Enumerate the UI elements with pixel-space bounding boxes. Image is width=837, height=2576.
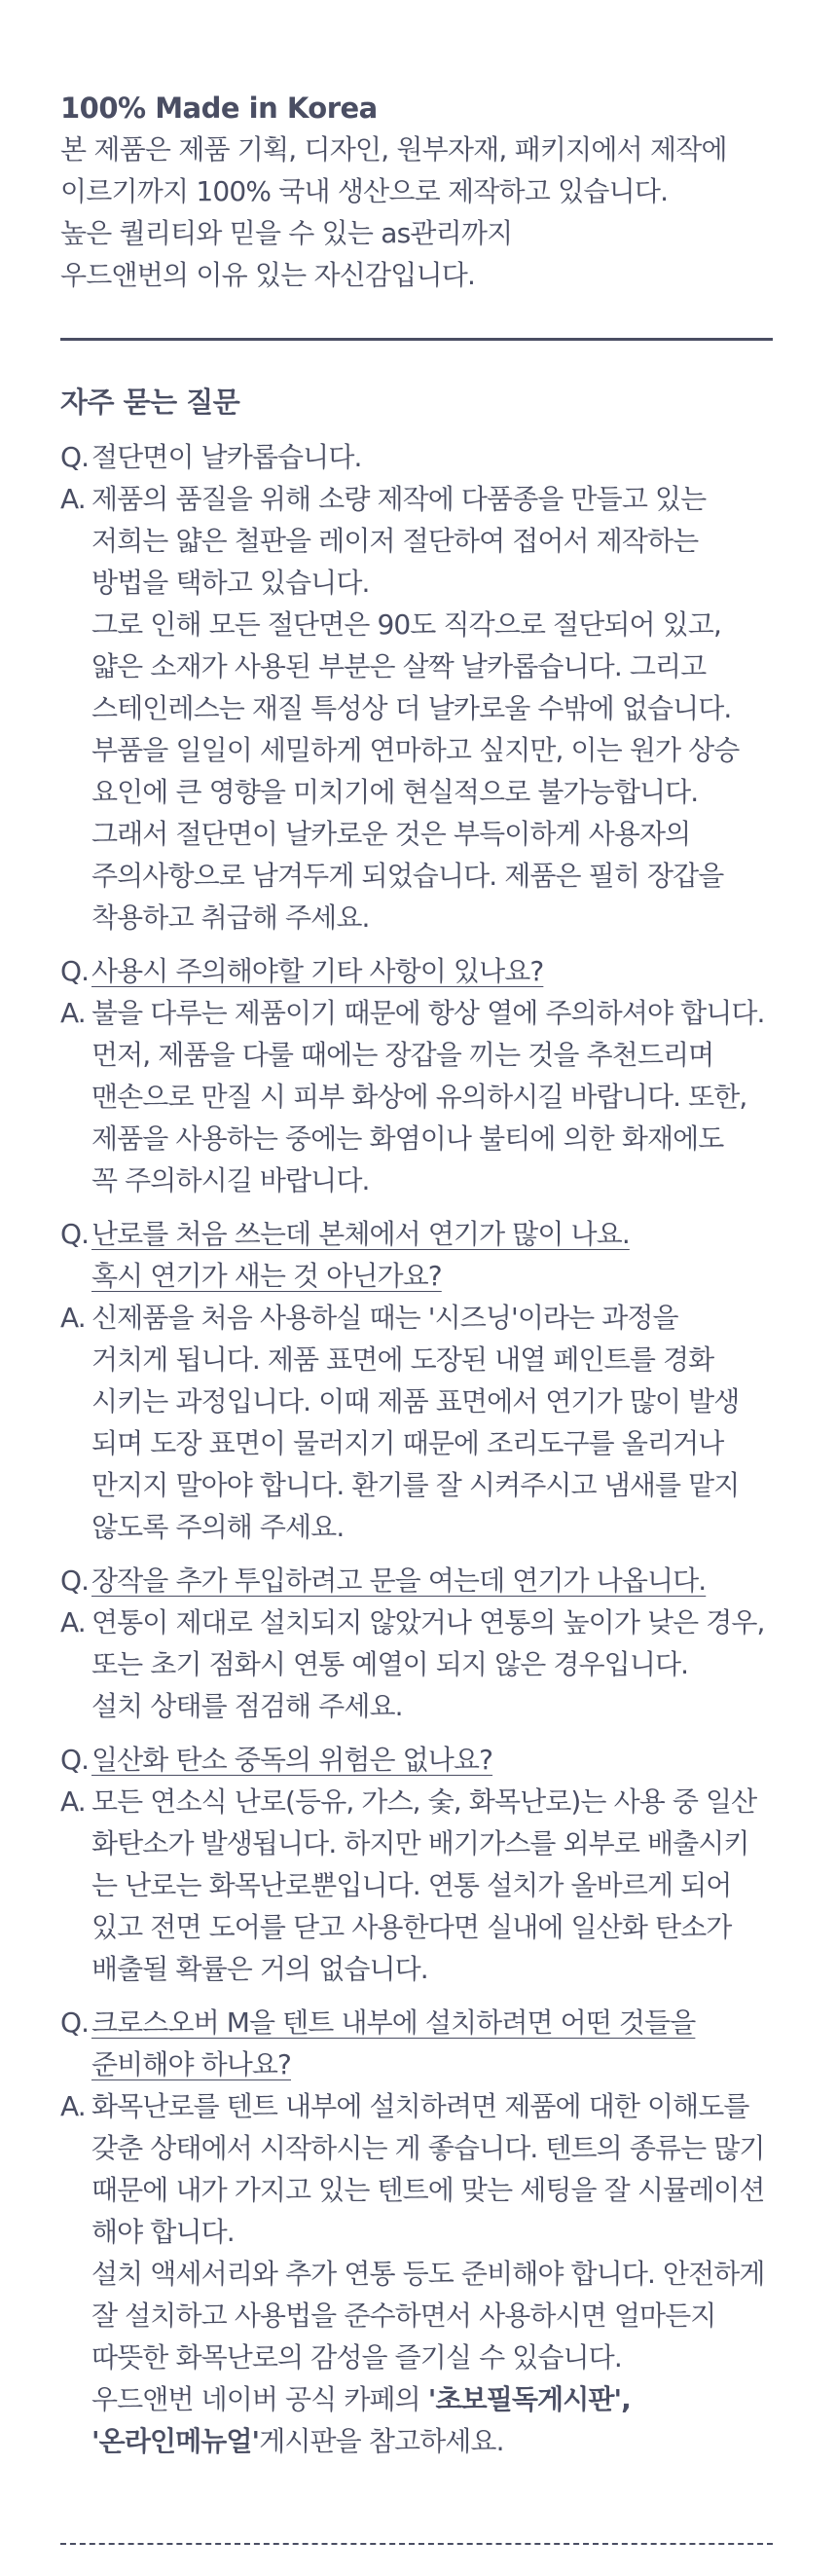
question-text: 절단면이 날카롭습니다. xyxy=(91,441,362,473)
faq-title: 자주 묻는 질문 xyxy=(60,386,240,419)
faq-answer xyxy=(60,1601,810,1727)
answer-line: 설치 액세서리와 추가 연통 등도 준비해야 합니다. 안전하게 xyxy=(91,2258,765,2290)
faq-answer xyxy=(60,1297,810,1548)
answer-line: 설치 상태를 점검해 주세요. xyxy=(91,1690,403,1722)
answer-line: 꼭 주의하시길 바랍니다. xyxy=(91,1164,370,1196)
answer-line: 화탄소가 발생됩니다. 하지만 배기가스를 외부로 배출시키 xyxy=(91,1827,749,1859)
question-prefix: Q. xyxy=(60,1218,90,1250)
question-text: 사용시 주의해야할 기타 사항이 있나요? xyxy=(91,955,544,987)
faq-question xyxy=(60,1213,810,1297)
question-text: 난로를 처음 쓰는데 본체에서 연기가 많이 나요. xyxy=(91,1218,630,1250)
answer-prefix: A. xyxy=(60,2090,86,2122)
intro-text-line: 높은 퀄리티와 믿을 수 있는 as관리까지 xyxy=(60,217,513,249)
faq-item xyxy=(60,1560,810,1727)
faq-question xyxy=(60,436,810,478)
answer-prefix: A. xyxy=(60,1785,86,1818)
answer-line: 않도록 주의해 주세요. xyxy=(91,1511,345,1543)
faq-item xyxy=(60,2002,810,2462)
answer-line: 해야 합니다. xyxy=(91,2216,235,2248)
answer-line: 화목난로를 텐트 내부에 설치하려면 제품에 대한 이해도를 xyxy=(91,2090,749,2122)
question-prefix: Q. xyxy=(60,1564,90,1597)
answer-text: 우드앤번 네이버 공식 카페의 xyxy=(91,2383,428,2415)
answer-line: 때문에 내가 가지고 있는 텐트에 맞는 세팅을 잘 시뮬레이션 xyxy=(91,2174,765,2206)
faq-answer xyxy=(60,1781,810,1990)
answer-line: 있고 전면 도어를 닫고 사용한다면 실내에 일산화 탄소가 xyxy=(91,1911,732,1943)
answer-line: 스테인레스는 재질 특성상 더 날카로울 수밖에 없습니다. xyxy=(91,692,732,724)
answer-prefix: A. xyxy=(60,1606,86,1638)
answer-line xyxy=(91,2420,810,2462)
answer-line: 는 난로는 화목난로뿐입니다. 연통 설치가 올바르게 되어 xyxy=(91,1869,732,1901)
question-text: 준비해야 하나요? xyxy=(91,2048,291,2080)
answer-line: 배출될 확률은 거의 없습니다. xyxy=(91,1953,428,1985)
question-prefix: Q. xyxy=(60,441,90,473)
intro-text-line: 우드앤번의 이유 있는 자신감입니다. xyxy=(60,259,476,291)
question-prefix: Q. xyxy=(60,2006,90,2039)
faq-answer xyxy=(60,992,810,1201)
question-text: 장작을 추가 투입하려고 문을 여는데 연기가 나옵니다. xyxy=(91,1564,707,1597)
faq-item xyxy=(60,1213,810,1548)
answer-line: 잘 설치하고 사용법을 준수하면서 사용하시면 얼마든지 xyxy=(91,2300,716,2332)
answer-line: 되며 도장 표면이 물러지기 때문에 조리도구를 올리거나 xyxy=(91,1427,724,1459)
answer-line: 제품의 품질을 위해 소량 제작에 다품종을 만들고 있는 xyxy=(91,483,707,515)
answer-line: 거치게 됩니다. 제품 표면에 도장된 내열 페인트를 경화 xyxy=(91,1343,714,1376)
answer-line: 갖춘 상태에서 시작하시는 게 좋습니다. 텐트의 종류는 많기 xyxy=(91,2132,765,2164)
answer-prefix: A. xyxy=(60,1302,86,1334)
answer-line: 시키는 과정입니다. 이때 제품 표면에서 연기가 많이 발생 xyxy=(91,1385,740,1417)
faq-item xyxy=(60,1739,810,1990)
section-heading: 100% Made in Korea xyxy=(60,92,378,125)
answer-text: 게시판을 참고하세요. xyxy=(259,2425,504,2457)
question-prefix: Q. xyxy=(60,955,90,987)
faq-question xyxy=(60,2002,810,2085)
question-text: 크로스오버 M을 텐트 내부에 설치하려면 어떤 것들을 xyxy=(91,2006,696,2039)
question-text: 혹시 연기가 새는 것 아닌가요? xyxy=(91,1260,442,1292)
answer-line: 주의사항으로 남겨두게 되었습니다. 제품은 필히 장갑을 xyxy=(91,860,724,892)
answer-line: 제품을 사용하는 중에는 화염이나 불티에 의한 화재에도 xyxy=(91,1122,724,1155)
answer-line xyxy=(91,2378,810,2420)
faq-question xyxy=(60,1739,810,1781)
intro-text-line: 본 제품은 제품 기획, 디자인, 원부자재, 패키지에서 제작에 xyxy=(60,133,727,166)
answer-line: 요인에 큰 영향을 미치기에 현실적으로 불가능합니다. xyxy=(91,776,699,808)
answer-line: 신제품을 처음 사용하실 때는 '시즈닝'이라는 과정을 xyxy=(91,1302,678,1334)
faq-item xyxy=(60,950,810,1201)
faq-answer xyxy=(60,478,810,938)
question-text: 일산화 탄소 중독의 위험은 없나요? xyxy=(91,1744,493,1776)
answer-line: 연통이 제대로 설치되지 않았거나 연통의 높이가 낮은 경우, xyxy=(91,1606,765,1638)
faq-question xyxy=(60,950,810,992)
faq-item xyxy=(60,436,810,938)
cafe-board-name: '온라인메뉴얼' xyxy=(91,2425,260,2457)
faq-answer xyxy=(60,2085,810,2462)
made-in-korea-section xyxy=(60,88,800,296)
answer-line: 얇은 소재가 사용된 부분은 살짝 날카롭습니다. 그리고 xyxy=(91,650,707,682)
faq-section xyxy=(60,382,810,2474)
answer-line: 모든 연소식 난로(등유, 가스, 숯, 화목난로)는 사용 중 일산 xyxy=(91,1785,757,1818)
answer-line: 방법을 택하고 있습니다. xyxy=(91,567,370,599)
question-prefix: Q. xyxy=(60,1744,90,1776)
answer-line: 먼저, 제품을 다룰 때에는 장갑을 끼는 것을 추천드리며 xyxy=(91,1039,714,1071)
answer-line: 착용하고 취급해 주세요. xyxy=(91,902,370,934)
faq-question xyxy=(60,1560,810,1601)
answer-line: 그로 인해 모든 절단면은 90도 직각으로 절단되어 있고, xyxy=(91,608,721,641)
answer-line: 맨손으로 만질 시 피부 화상에 유의하시길 바랍니다. 또한, xyxy=(91,1081,747,1113)
answer-line: 부품을 일일이 세밀하게 연마하고 싶지만, 이는 원가 상승 xyxy=(91,734,740,766)
answer-line: 저희는 얇은 철판을 레이저 절단하여 접어서 제작하는 xyxy=(91,525,699,557)
dashed-divider xyxy=(60,2543,773,2545)
answer-line: 그래서 절단면이 날카로운 것은 부득이하게 사용자의 xyxy=(91,818,691,850)
cafe-board-name: '초보필독게시판', xyxy=(427,2383,631,2415)
intro-text-line: 이르기까지 100% 국내 생산으로 제작하고 있습니다. xyxy=(60,175,669,207)
answer-prefix: A. xyxy=(60,997,86,1029)
answer-line: 따뜻한 화목난로의 감성을 즐기실 수 있습니다. xyxy=(91,2341,622,2374)
answer-line: 또는 초기 점화시 연통 예열이 되지 않은 경우입니다. xyxy=(91,1648,689,1680)
answer-line: 불을 다루는 제품이기 때문에 항상 열에 주의하셔야 합니다. xyxy=(91,997,765,1029)
answer-line: 만지지 말아야 합니다. 환기를 잘 시켜주시고 냄새를 맡지 xyxy=(91,1469,740,1501)
section-divider xyxy=(60,338,773,341)
answer-prefix: A. xyxy=(60,483,86,515)
